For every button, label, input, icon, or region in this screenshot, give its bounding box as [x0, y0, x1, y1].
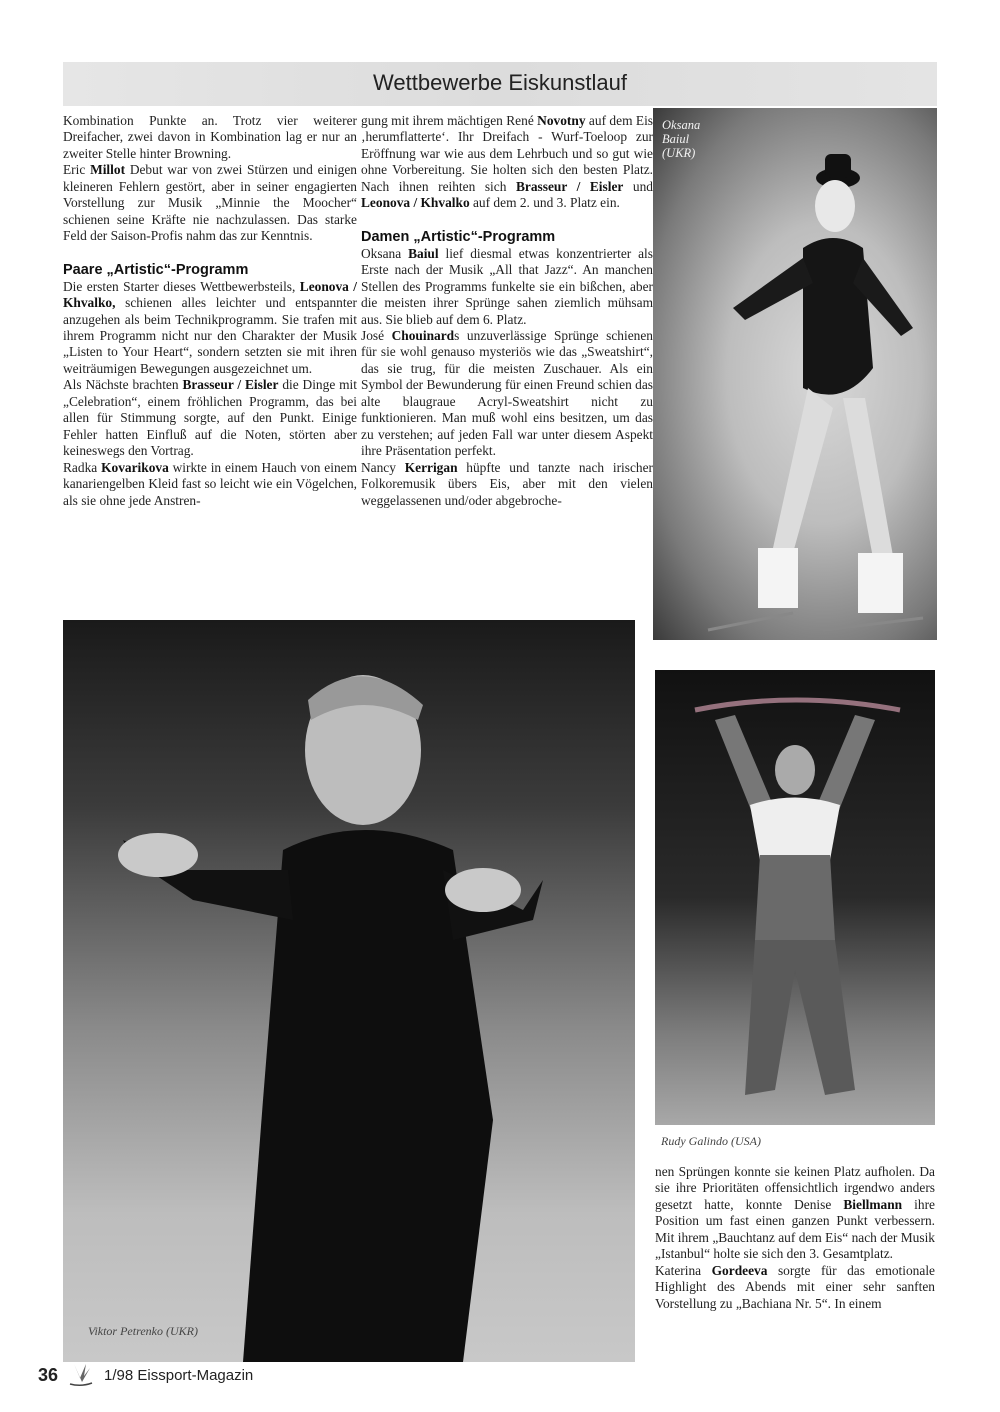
paragraph — [63, 377, 357, 459]
bold-name: Kovarikova — [101, 459, 169, 475]
photo-caption-petrenko: Viktor Petrenko (UKR) — [88, 1324, 198, 1338]
section-heading: Paare „Artistic“-Programm — [63, 261, 249, 278]
paragraph — [361, 113, 653, 212]
text-segment: lief diesmal etwas konzentrierter als Erste nach der Musik „All that Jazz“. An manchen Stellen des Programms funkelte sie ein bißchen, aber die meisten ihrer Sprünge sahen ziemlich mühsam aus. Sie blieb auf dem 6. Platz. — [361, 245, 653, 327]
text-segment: gung mit ihrem mächtigen René — [361, 113, 538, 128]
paragraph — [361, 246, 653, 328]
skater-logo-icon — [66, 1362, 96, 1388]
photo-caption-galindo: Rudy Galindo (USA) — [661, 1134, 761, 1148]
text-segment: Radka — [63, 459, 102, 475]
skater-figure-illustration — [653, 108, 937, 640]
text-segment: Kombination Punkte an. Trotz vier weiterer Dreifacher, zwei davon in Kombination lag er nur an zweiter Stelle hinter Browning. — [63, 113, 357, 161]
caption-line: Baiul — [662, 132, 690, 146]
photo-viktor-petrenko — [63, 620, 635, 1362]
paragraph — [361, 460, 653, 509]
magazine-issue: 1/98 Eissport-Magazin — [104, 1366, 254, 1384]
bold-name: Chouinard — [391, 327, 455, 343]
article-column-3 — [655, 1164, 935, 1312]
paragraph — [63, 279, 357, 378]
bold-name: Biellmann — [843, 1196, 903, 1212]
text-segment: José — [361, 327, 392, 343]
text-segment: auf dem 2. und 3. Platz ein. — [469, 195, 620, 211]
paragraph — [655, 1164, 935, 1263]
bold-name: Kerrigan — [404, 459, 458, 475]
paragraph — [361, 328, 653, 460]
text-segment: Katerina — [655, 1262, 712, 1278]
text-segment: ihre Position um fast einen ganzen Punkt verbessern. Mit ihrem „Bauchtanz auf dem Eis“ nach der Musik „Istanbul“ holte sie sich den 3. Gesamtplatz. — [655, 1196, 935, 1262]
page-number: 36 — [38, 1364, 59, 1385]
text-segment: Eric — [63, 162, 91, 178]
text-segment: Debut war von zwei Stürzen und einigen kleineren Fehlern gestört, aber in seiner engagierten Vorstellung zur Musik „Minnie the Moocher“ schienen seine Kräfte nie nachzulassen. Das starke Feld der Saison-Profis nahm das zur Kenntnis. — [63, 162, 357, 244]
section-heading: Damen „Artistic“-Programm — [361, 228, 556, 245]
text-segment: Die ersten Starter dieses Wettbewerbsteils, — [63, 278, 300, 294]
paragraph — [63, 460, 357, 509]
article-column-1 — [63, 113, 357, 509]
text-segment: Als Nächste brachten — [63, 377, 183, 393]
skater-figure-illustration — [655, 670, 935, 1125]
bold-name: Leonova / Khvalko, — [63, 278, 357, 311]
text-segment: s unzuverlässige Sprünge schienen für sie wohl genauso mysteriös wie das „Sweatshirt“, das sie trug, für die meisten Zuschauer. Als ein Symbol der Bewunderung für einen Freund schien das alte blaugraue Acryl-Sweatshirt nicht zu funktionieren. Man muß wohl eins besitzen, um das zu verstehen; auf jeden Fall war unter diesem Aspekt ihre Präsentation perfekt. — [361, 327, 653, 459]
photo-oksana-baiul — [653, 108, 937, 640]
bold-name: Millot — [90, 162, 126, 178]
paragraph — [655, 1263, 935, 1312]
bold-name: Brasseur / Eisler — [182, 377, 279, 393]
bold-name: Brasseur / Eisler — [515, 178, 624, 194]
section-title: Wettbewerbe Eiskunstlauf — [373, 70, 627, 95]
bold-name: Gordeeva — [711, 1262, 768, 1278]
photo-rudy-galindo — [655, 670, 935, 1125]
caption-line: Oksana — [662, 118, 701, 132]
text-segment: schienen alles leichter und entspannter anzugehen als beim Technikprogramm. Sie trafen mit ihrem Programm nicht nur den Charakter der Musik „Listen to Your Heart“, sondern setzten sie mit ihren weiträumigen Bewegungen ausgezeichnet um. — [63, 295, 357, 376]
caption-line: (UKR) — [662, 146, 696, 160]
paragraph — [63, 162, 357, 244]
text-segment: nen Sprüngen konnte sie keinen Platz aufholen. Da sie ihre Prioritäten offensichtlich irgendwo anders gesetzt hatte, konnte Denise — [655, 1164, 935, 1212]
article-column-2 — [361, 113, 653, 509]
text-segment: wirkte in einem Hauch von einem kanariengelben Kleid fast so leicht wie ein Vögelchen, als sie ohne jede Anstren- — [63, 459, 358, 508]
skater-figure-illustration — [63, 620, 635, 1362]
text-segment: Nancy — [361, 459, 405, 475]
bold-name: Novotny — [537, 113, 586, 128]
section-header-bar — [63, 62, 937, 106]
text-segment: und — [623, 178, 653, 194]
photo-caption-baiul — [662, 118, 700, 160]
text-segment: Oksana — [361, 245, 409, 261]
paragraph — [63, 113, 357, 162]
text-segment: die Dinge mit „Celebration“, einem fröhlichen Programm, das bei allen für Stimmung sorgte, auf den Punkt. Einige Fehler hatten Einfluß auf die Noten, störten aber keineswegs den Vortrag. — [63, 377, 357, 459]
bold-name: Baiul — [408, 245, 439, 261]
text-segment: sorgte für das emotionale Highlight des Abends mit einer sehr sanften Vorstellung zu „Bachiana Nr. 5“. In einem — [655, 1262, 935, 1311]
page-footer — [38, 1362, 253, 1388]
bold-name: Leonova / Khvalko — [361, 195, 470, 211]
text-segment: hüpfte und tanzte nach irischer Folkoremusik übers Eis, aber mit den vielen weggelassenen und/oder abgebroche- — [361, 459, 654, 508]
text-segment: auf dem Eis ‚herumflatterte‘. Ihr Dreifach - Wurf-Toeloop zur Eröffnung war wie aus dem Lehrbuch und so gut wie ohne Vorbereitung. Sie holten sich den besten Platz. Nach ihnen reihten sich — [361, 113, 653, 194]
